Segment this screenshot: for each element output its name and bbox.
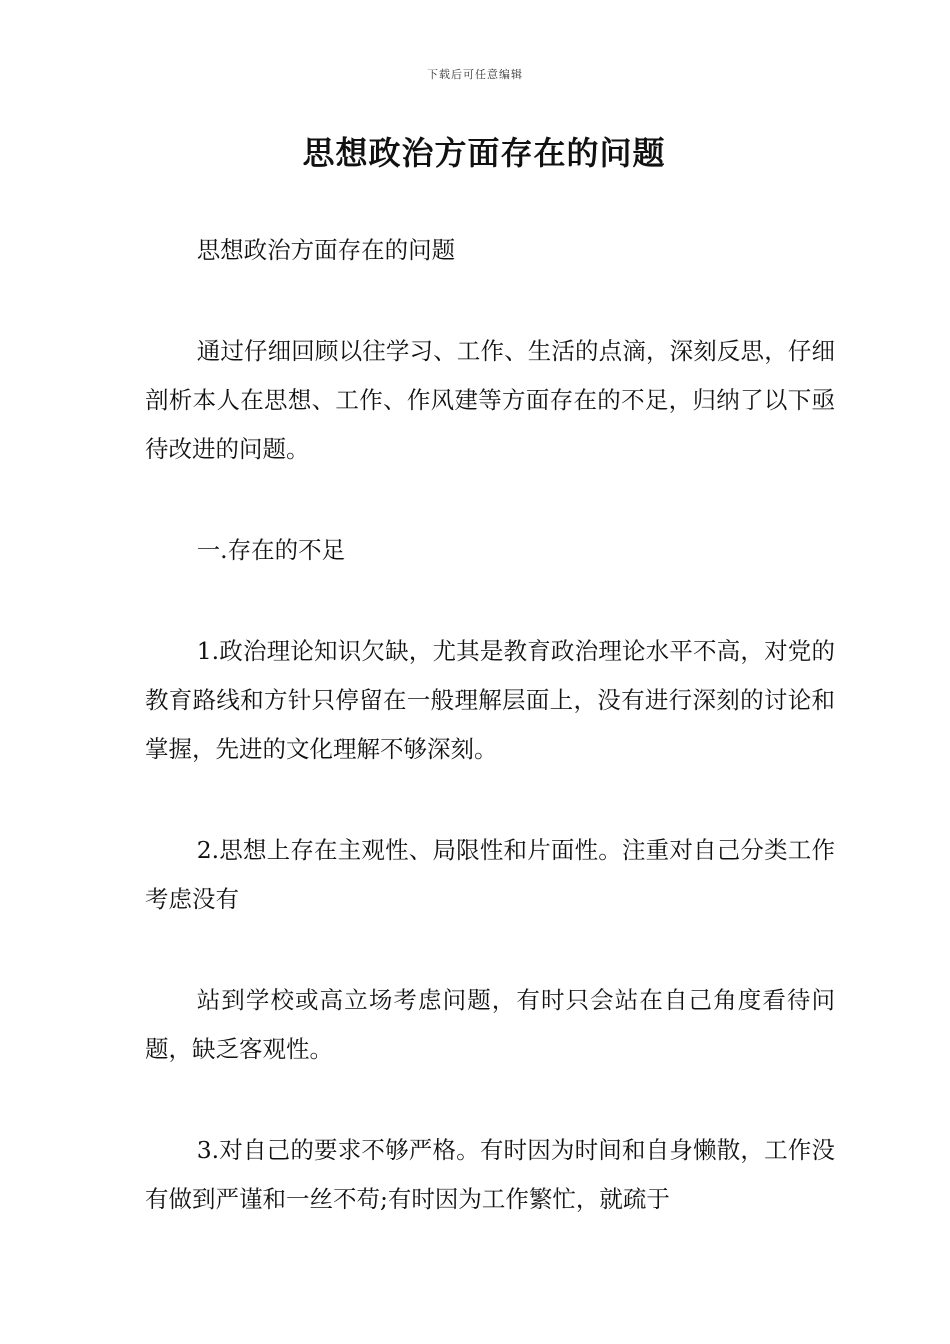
paragraph-intro: 通过仔细回顾以往学习、工作、生活的点滴，深刻反思，仔细剖析本人在思想、工作、作风建等方面存在的不足，归纳了以下亟待改进的问题。 xyxy=(145,337,835,463)
header-note: 下载后可任意编辑 xyxy=(427,68,523,81)
paragraph-subtitle: 思想政治方面存在的问题 xyxy=(196,236,456,264)
paragraph-item-3: 3.对自己的要求不够严格。有时因为时间和自身懒散，工作没有做到严谨和一丝不苟;有时因为工作繁忙，就疏于 xyxy=(145,1136,835,1213)
document-body xyxy=(145,226,835,1276)
document-title: 思想政治方面存在的问题 xyxy=(302,134,666,172)
paragraph-item-2: 2.思想上存在主观性、局限性和片面性。注重对自己分类工作考虑没有 xyxy=(145,836,835,913)
paragraph-item-2-continued: 站到学校或高立场考虑问题，有时只会站在自己角度看待问题，缺乏客观性。 xyxy=(145,986,835,1063)
section-heading: 一.存在的不足 xyxy=(196,536,346,564)
paragraph-item-1: 1.政治理论知识欠缺，尤其是教育政治理论水平不高，对党的教育路线和方针只停留在一般理解层面上，没有进行深刻的讨论和掌握，先进的文化理解不够深刻。 xyxy=(145,637,835,763)
